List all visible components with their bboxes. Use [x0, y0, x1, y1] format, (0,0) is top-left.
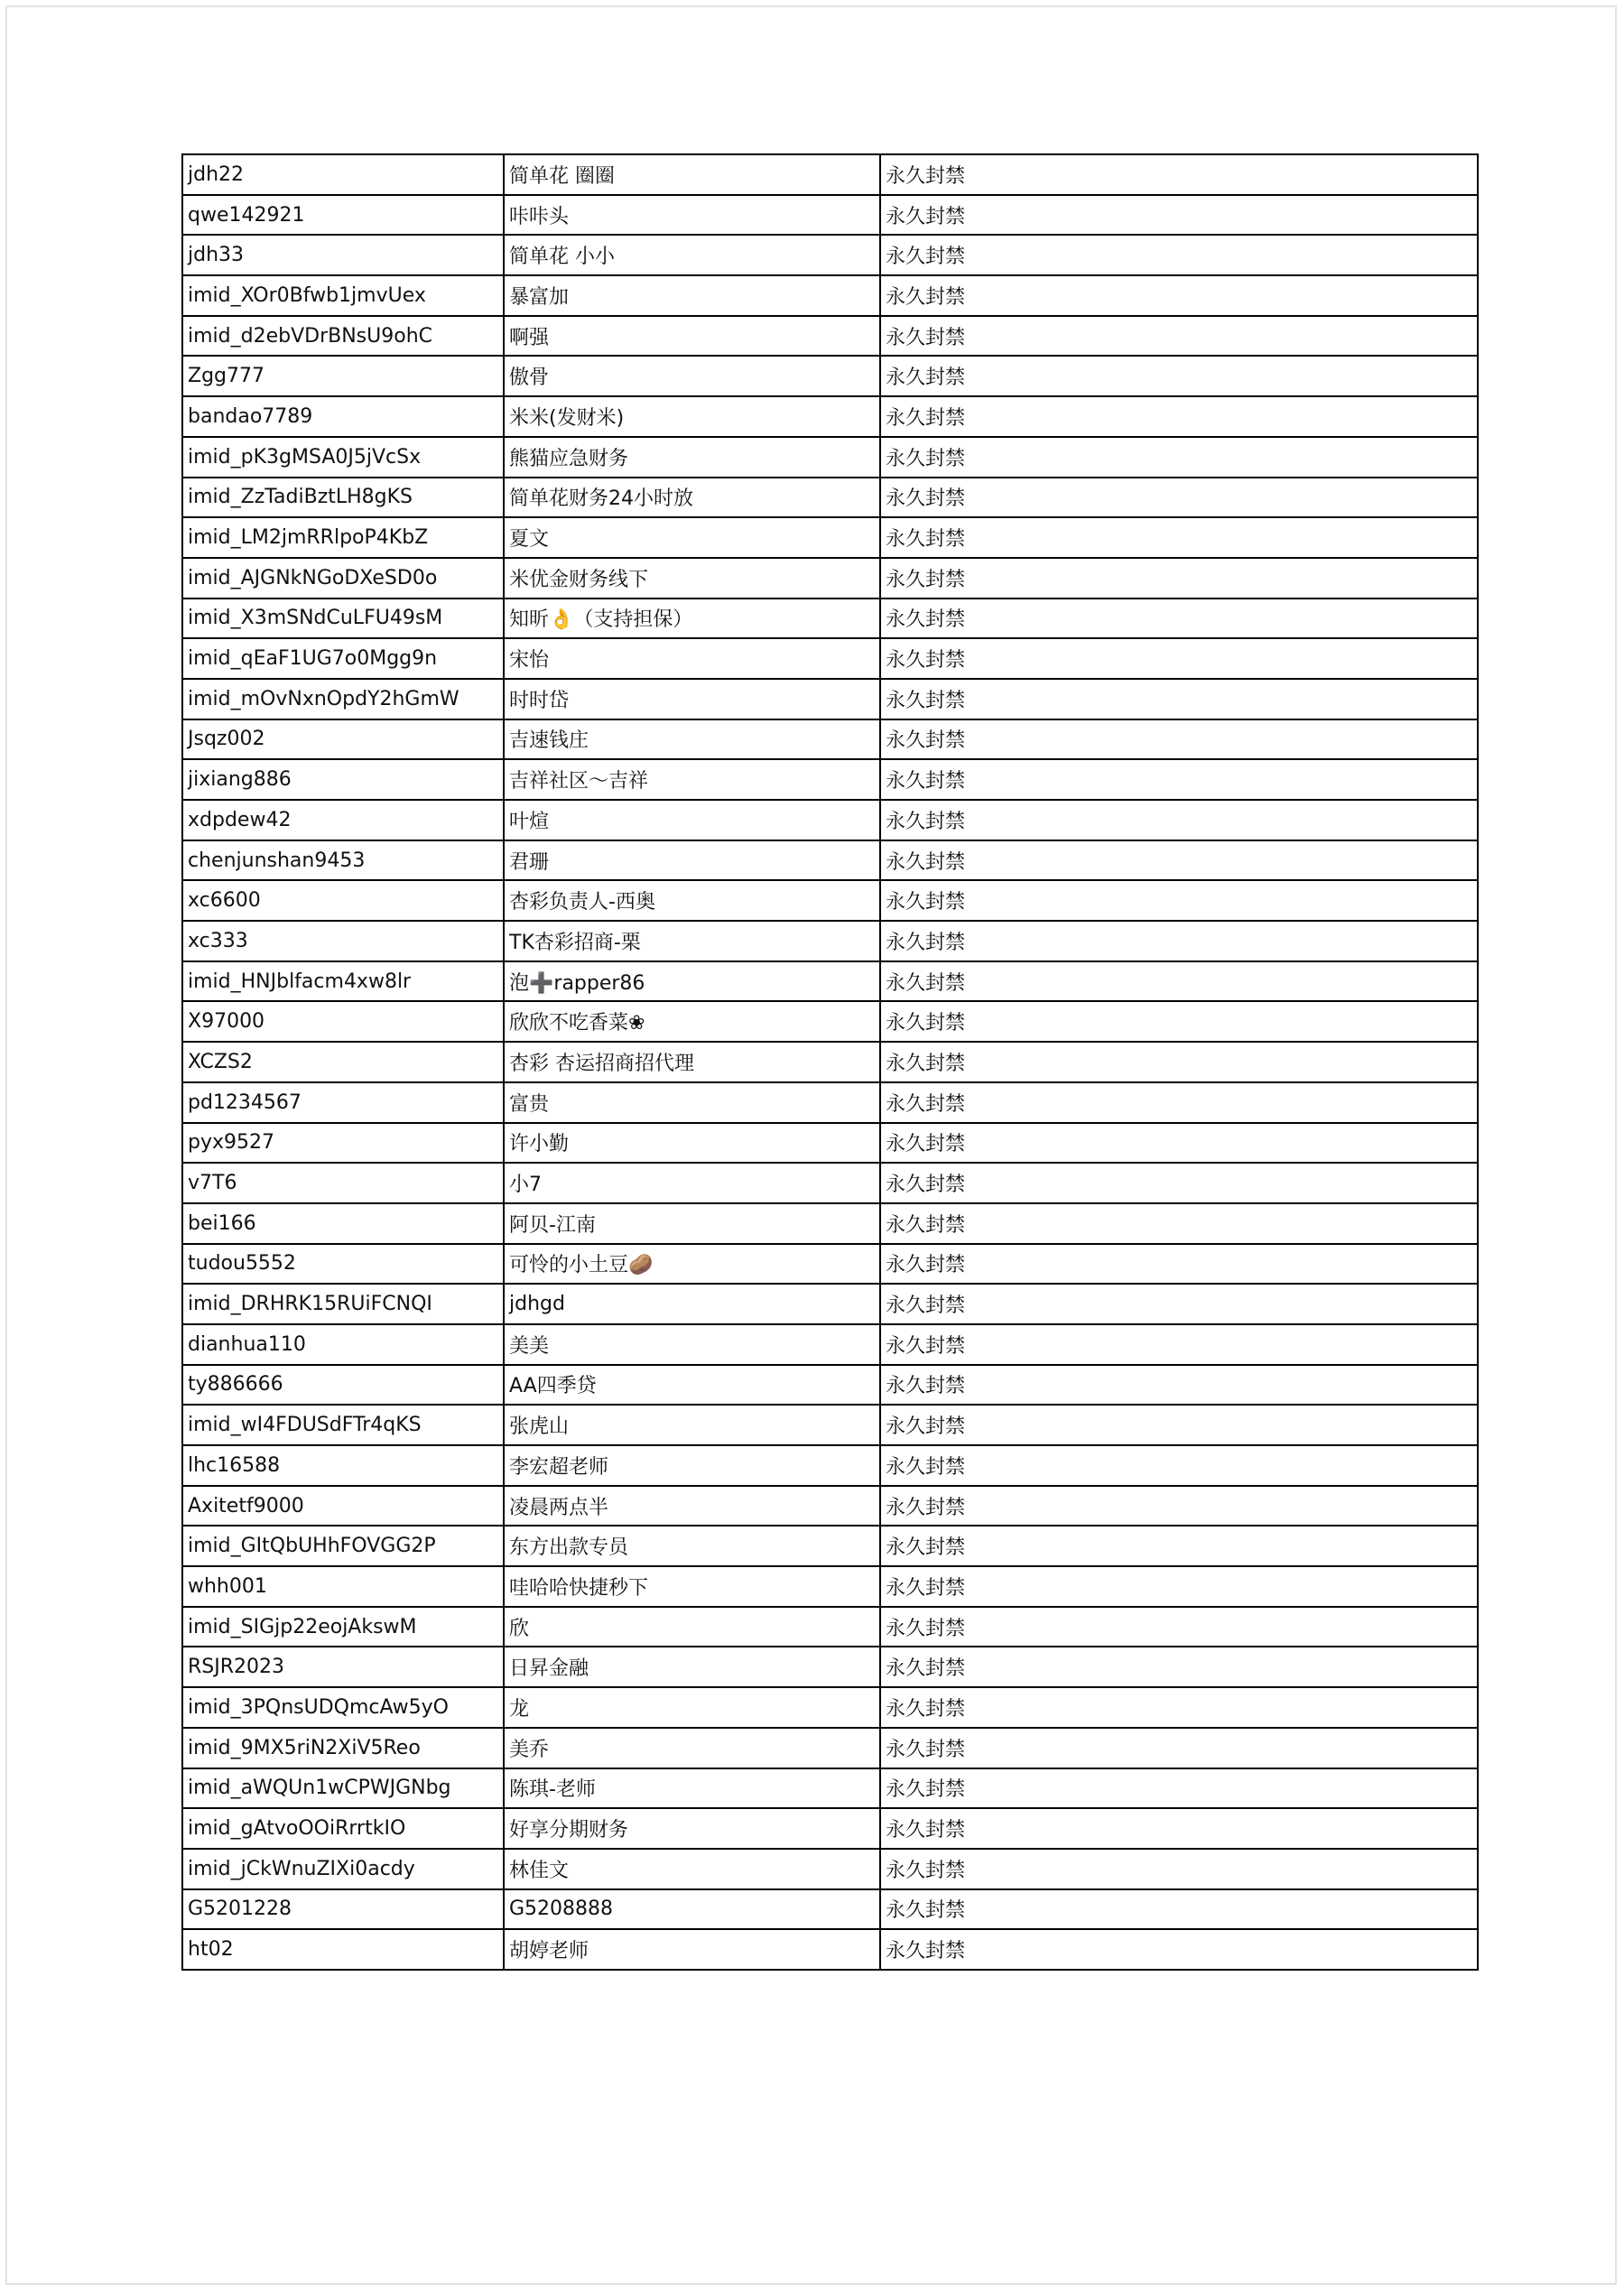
nickname-cell: 美美	[504, 1324, 880, 1365]
account-id-cell: jixiang886	[182, 759, 504, 800]
nickname-cell: 宋怡	[504, 638, 880, 679]
table-row	[182, 437, 1478, 478]
nickname-cell: 咔咔头	[504, 195, 880, 236]
account-id-cell: tudou5552	[182, 1244, 504, 1285]
ban-status-cell: 永久封禁	[880, 1929, 1478, 1970]
nickname-cell: 许小勤	[504, 1123, 880, 1164]
account-id-cell: imid_SIGjp22eojAkswM	[182, 1607, 504, 1647]
table-row	[182, 921, 1478, 961]
account-id-cell: ht02	[182, 1929, 504, 1970]
ban-status-cell: 永久封禁	[880, 1082, 1478, 1123]
ban-status-cell: 永久封禁	[880, 1526, 1478, 1566]
ban-status-cell: 永久封禁	[880, 195, 1478, 236]
account-id-cell: XCZS2	[182, 1042, 504, 1082]
account-id-cell: imid_X3mSNdCuLFU49sM	[182, 599, 504, 639]
table-row	[182, 356, 1478, 396]
account-id-cell: bandao7789	[182, 396, 504, 437]
ban-status-cell: 永久封禁	[880, 1163, 1478, 1203]
table-row	[182, 1566, 1478, 1607]
nickname-cell: 好享分期财务	[504, 1808, 880, 1849]
table-row	[182, 1001, 1478, 1042]
nickname-cell: 凌晨两点半	[504, 1486, 880, 1526]
table-row	[182, 517, 1478, 558]
nickname-cell: 日昇金融	[504, 1647, 880, 1687]
account-id-cell: imid_DRHRK15RUiFCNQI	[182, 1284, 504, 1324]
account-id-cell: imid_HNJblfacm4xw8lr	[182, 961, 504, 1002]
nickname-cell: jdhgd	[504, 1284, 880, 1324]
account-id-cell: imid_pK3gMSA0J5jVcSx	[182, 437, 504, 478]
nickname-cell: 夏文	[504, 517, 880, 558]
ban-status-cell: 永久封禁	[880, 1768, 1478, 1809]
ban-status-cell: 永久封禁	[880, 759, 1478, 800]
ban-status-cell: 永久封禁	[880, 1405, 1478, 1445]
nickname-cell: 吉速钱庄	[504, 719, 880, 760]
ban-status-cell: 永久封禁	[880, 719, 1478, 760]
nickname-cell: 富贵	[504, 1082, 880, 1123]
ban-status-cell: 永久封禁	[880, 558, 1478, 599]
ban-list-table	[181, 153, 1479, 1971]
nickname-cell: 泡➕rapper86	[504, 961, 880, 1002]
nickname-cell: 简单花财务24小时放	[504, 478, 880, 518]
nickname-cell: 美乔	[504, 1728, 880, 1768]
account-id-cell: imid_jCkWnuZIXi0acdy	[182, 1849, 504, 1889]
table-row	[182, 719, 1478, 760]
ban-status-cell: 永久封禁	[880, 356, 1478, 396]
nickname-cell: 简单花 小小	[504, 235, 880, 275]
ban-status-cell: 永久封禁	[880, 1687, 1478, 1728]
ban-status-cell: 永久封禁	[880, 1123, 1478, 1164]
table-row	[182, 1244, 1478, 1285]
table-row	[182, 1324, 1478, 1365]
account-id-cell: imid_wI4FDUSdFTr4qKS	[182, 1405, 504, 1445]
ban-status-cell: 永久封禁	[880, 599, 1478, 639]
nickname-cell: 东方出款专员	[504, 1526, 880, 1566]
nickname-cell: 龙	[504, 1687, 880, 1728]
nickname-cell: 欣	[504, 1607, 880, 1647]
table-row	[182, 195, 1478, 236]
ban-status-cell: 永久封禁	[880, 1042, 1478, 1082]
nickname-cell: 欣欣不吃香菜❀	[504, 1001, 880, 1042]
ban-status-cell: 永久封禁	[880, 275, 1478, 316]
account-id-cell: xc333	[182, 921, 504, 961]
nickname-cell: 简单花 圈圈	[504, 154, 880, 195]
account-id-cell: Axitetf9000	[182, 1486, 504, 1526]
ban-status-cell: 永久封禁	[880, 880, 1478, 921]
ban-status-cell: 永久封禁	[880, 1728, 1478, 1768]
nickname-cell: 叶煊	[504, 800, 880, 840]
nickname-cell: TK杏彩招商-栗	[504, 921, 880, 961]
ban-status-cell: 永久封禁	[880, 1001, 1478, 1042]
nickname-cell: G5208888	[504, 1889, 880, 1930]
ban-status-cell: 永久封禁	[880, 154, 1478, 195]
account-id-cell: imid_LM2jmRRlpoP4KbZ	[182, 517, 504, 558]
ban-status-cell: 永久封禁	[880, 316, 1478, 357]
account-id-cell: pd1234567	[182, 1082, 504, 1123]
nickname-cell: 李宏超老师	[504, 1445, 880, 1486]
account-id-cell: imid_qEaF1UG7o0Mgg9n	[182, 638, 504, 679]
account-id-cell: lhc16588	[182, 1445, 504, 1486]
nickname-cell: 林佳文	[504, 1849, 880, 1889]
ban-status-cell: 永久封禁	[880, 396, 1478, 437]
nickname-cell: 小7	[504, 1163, 880, 1203]
ban-status-cell: 永久封禁	[880, 1244, 1478, 1285]
nickname-cell: 杏彩负责人-西奥	[504, 880, 880, 921]
account-id-cell: ty886666	[182, 1365, 504, 1406]
nickname-cell: 陈琪-老师	[504, 1768, 880, 1809]
table-row	[182, 759, 1478, 800]
account-id-cell: jdh33	[182, 235, 504, 275]
ban-status-cell: 永久封禁	[880, 961, 1478, 1002]
nickname-cell: 时时岱	[504, 679, 880, 719]
table-row	[182, 1082, 1478, 1123]
table-row	[182, 316, 1478, 357]
table-row	[182, 478, 1478, 518]
account-id-cell: jdh22	[182, 154, 504, 195]
table-row	[182, 1284, 1478, 1324]
ban-status-cell: 永久封禁	[880, 800, 1478, 840]
account-id-cell: imid_d2ebVDrBNsU9ohC	[182, 316, 504, 357]
nickname-cell: 哇哈哈快捷秒下	[504, 1566, 880, 1607]
table-row	[182, 1889, 1478, 1930]
account-id-cell: whh001	[182, 1566, 504, 1607]
account-id-cell: bei166	[182, 1203, 504, 1244]
table-row	[182, 154, 1478, 195]
account-id-cell: imid_3PQnsUDQmcAw5yO	[182, 1687, 504, 1728]
account-id-cell: G5201228	[182, 1889, 504, 1930]
account-id-cell: pyx9527	[182, 1123, 504, 1164]
table-row	[182, 840, 1478, 881]
table-row	[182, 638, 1478, 679]
table-row	[182, 1445, 1478, 1486]
table-row	[182, 1042, 1478, 1082]
account-id-cell: v7T6	[182, 1163, 504, 1203]
nickname-cell: 知昕👌（支持担保）	[504, 599, 880, 639]
table-row	[182, 1163, 1478, 1203]
table-row	[182, 1808, 1478, 1849]
account-id-cell: imid_ZzTadiBztLH8gKS	[182, 478, 504, 518]
ban-status-cell: 永久封禁	[880, 1647, 1478, 1687]
ban-status-cell: 永久封禁	[880, 1365, 1478, 1406]
table-row	[182, 1365, 1478, 1406]
account-id-cell: imid_9MX5riN2XiV5Reo	[182, 1728, 504, 1768]
ban-status-cell: 永久封禁	[880, 840, 1478, 881]
account-id-cell: imid_GItQbUHhFOVGG2P	[182, 1526, 504, 1566]
nickname-cell: 米优金财务线下	[504, 558, 880, 599]
table-row	[182, 1486, 1478, 1526]
table-row	[182, 599, 1478, 639]
account-id-cell: RSJR2023	[182, 1647, 504, 1687]
ban-status-cell: 永久封禁	[880, 235, 1478, 275]
ban-status-cell: 永久封禁	[880, 1324, 1478, 1365]
nickname-cell: 胡婷老师	[504, 1929, 880, 1970]
account-id-cell: imid_AJGNkNGoDXeSD0o	[182, 558, 504, 599]
ban-status-cell: 永久封禁	[880, 478, 1478, 518]
table-row	[182, 1123, 1478, 1164]
account-id-cell: qwe142921	[182, 195, 504, 236]
ban-status-cell: 永久封禁	[880, 1808, 1478, 1849]
ban-status-cell: 永久封禁	[880, 1566, 1478, 1607]
table-row	[182, 1203, 1478, 1244]
account-id-cell: imid_mOvNxnOpdY2hGmW	[182, 679, 504, 719]
table-row	[182, 1526, 1478, 1566]
account-id-cell: chenjunshan9453	[182, 840, 504, 881]
table-row	[182, 396, 1478, 437]
nickname-cell: 吉祥社区～吉祥	[504, 759, 880, 800]
table-row	[182, 1849, 1478, 1889]
nickname-cell: 阿贝-江南	[504, 1203, 880, 1244]
table-row	[182, 235, 1478, 275]
nickname-cell: 君珊	[504, 840, 880, 881]
nickname-cell: 米米(发财米)	[504, 396, 880, 437]
ban-status-cell: 永久封禁	[880, 1203, 1478, 1244]
ban-status-cell: 永久封禁	[880, 437, 1478, 478]
nickname-cell: 暴富加	[504, 275, 880, 316]
table-row	[182, 1687, 1478, 1728]
table-row	[182, 1647, 1478, 1687]
table-row	[182, 800, 1478, 840]
nickname-cell: 傲骨	[504, 356, 880, 396]
ban-status-cell: 永久封禁	[880, 1486, 1478, 1526]
ban-status-cell: 永久封禁	[880, 1849, 1478, 1889]
table-row	[182, 1768, 1478, 1809]
account-id-cell: dianhua110	[182, 1324, 504, 1365]
nickname-cell: AA四季贷	[504, 1365, 880, 1406]
ban-status-cell: 永久封禁	[880, 638, 1478, 679]
nickname-cell: 可怜的小土豆🥔	[504, 1244, 880, 1285]
table-row	[182, 880, 1478, 921]
ban-list-body	[182, 154, 1478, 1970]
table-row	[182, 1405, 1478, 1445]
table-row	[182, 1607, 1478, 1647]
account-id-cell: X97000	[182, 1001, 504, 1042]
table-row	[182, 1728, 1478, 1768]
ban-status-cell: 永久封禁	[880, 1607, 1478, 1647]
ban-status-cell: 永久封禁	[880, 1284, 1478, 1324]
ban-status-cell: 永久封禁	[880, 1889, 1478, 1930]
table-row	[182, 1929, 1478, 1970]
ban-status-cell: 永久封禁	[880, 921, 1478, 961]
table-row	[182, 961, 1478, 1002]
account-id-cell: xc6600	[182, 880, 504, 921]
account-id-cell: xdpdew42	[182, 800, 504, 840]
ban-status-cell: 永久封禁	[880, 1445, 1478, 1486]
nickname-cell: 杏彩 杏运招商招代理	[504, 1042, 880, 1082]
account-id-cell: Zgg777	[182, 356, 504, 396]
account-id-cell: imid_XOr0Bfwb1jmvUex	[182, 275, 504, 316]
nickname-cell: 熊猫应急财务	[504, 437, 880, 478]
ban-status-cell: 永久封禁	[880, 517, 1478, 558]
account-id-cell: Jsqz002	[182, 719, 504, 760]
nickname-cell: 张虎山	[504, 1405, 880, 1445]
account-id-cell: imid_gAtvoOOiRrrtkIO	[182, 1808, 504, 1849]
nickname-cell: 啊强	[504, 316, 880, 357]
ban-status-cell: 永久封禁	[880, 679, 1478, 719]
table-row	[182, 558, 1478, 599]
account-id-cell: imid_aWQUn1wCPWJGNbg	[182, 1768, 504, 1809]
table-row	[182, 275, 1478, 316]
table-row	[182, 679, 1478, 719]
